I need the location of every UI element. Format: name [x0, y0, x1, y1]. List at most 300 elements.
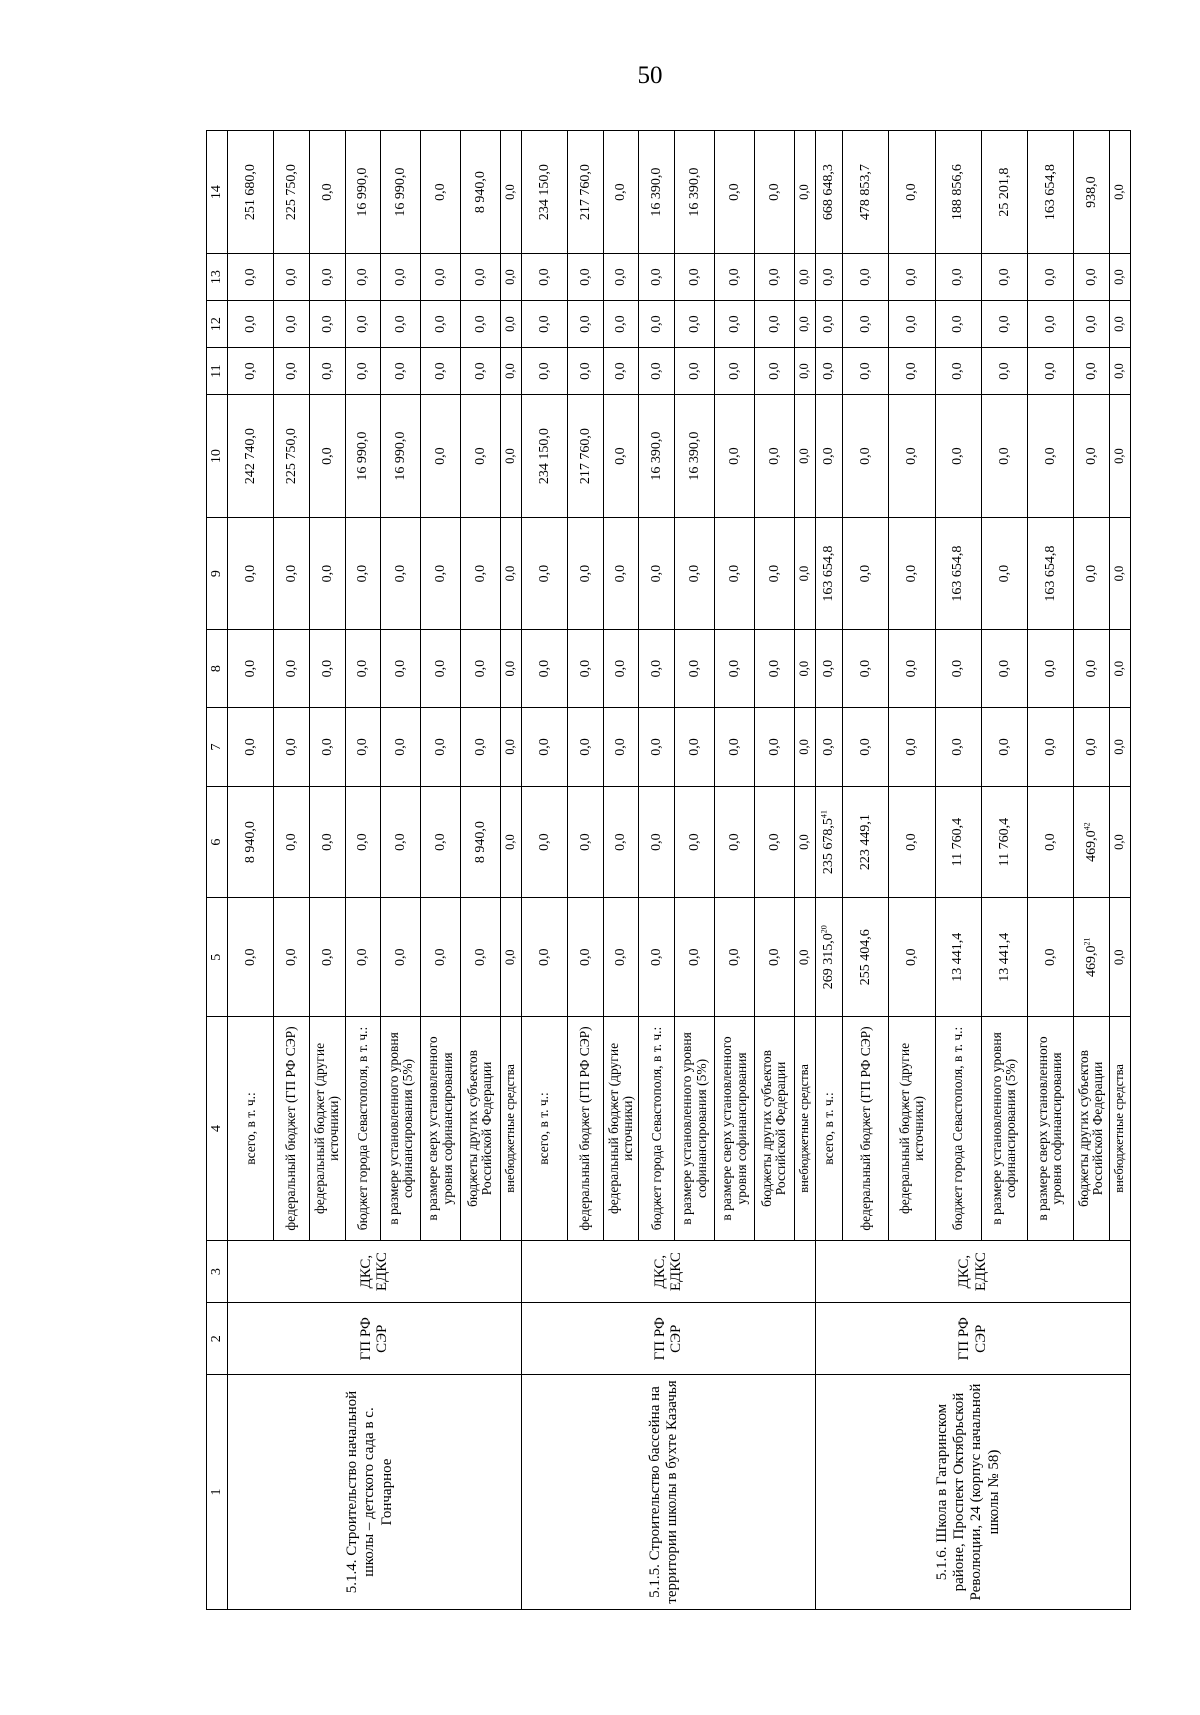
funding-source-label: федеральный бюджет (другие источники) [309, 1017, 345, 1241]
value-text: 0,0 [432, 183, 448, 201]
column-header-13: 13 [207, 254, 228, 301]
value-cell-col14 [889, 131, 935, 254]
value-cell-col12 [603, 301, 639, 348]
value-cell-col6 [500, 786, 521, 898]
value-text: 668 648,3 [821, 164, 837, 221]
value-text: 0,0 [472, 948, 488, 967]
value-text: 13 441,4 [950, 932, 966, 982]
value-text: 0,0 [432, 738, 448, 756]
value-cell-col10 [1027, 395, 1073, 518]
value-cell-col13 [935, 254, 981, 301]
value-cell-col8 [794, 630, 815, 708]
value-text: 0,0 [1112, 269, 1126, 285]
value-cell-col5 [754, 898, 794, 1017]
value-cell-col8 [981, 630, 1027, 708]
value-text: 478 853,7 [858, 164, 874, 221]
value-text: 217 760,0 [577, 428, 593, 485]
value-cell-col5 [274, 898, 310, 1017]
table-row [521, 131, 567, 1610]
value-text: 0,0 [996, 362, 1012, 380]
value-text: 0,0 [432, 948, 448, 967]
value-text: 0,0 [613, 447, 629, 465]
value-text: 0,0 [577, 268, 593, 286]
value-text: 163 654,8 [950, 545, 966, 602]
value-text: 0,0 [904, 659, 920, 678]
value-text: 0,0 [1083, 268, 1099, 286]
value-cell-col11 [603, 348, 639, 395]
value-text: 0,0 [726, 659, 742, 678]
value-cell-col14 [461, 131, 501, 254]
value-text: 0,0 [536, 948, 552, 967]
value-text: 0,0 [283, 659, 299, 678]
funding-source-label: в размере установленного уровня софинансирования (5%) [981, 1017, 1027, 1241]
funding-source-label: в размере установленного уровня софинансирования (5%) [381, 1017, 421, 1241]
value-cell-col5 [345, 898, 381, 1017]
funding-source-label: внебюджетные средства [794, 1017, 815, 1241]
value-text: 0,0 [950, 447, 966, 465]
value-text: 0,0 [503, 565, 518, 582]
value-text: 0,0 [242, 564, 258, 583]
value-cell-col10 [675, 395, 715, 518]
value-cell-col6 [794, 786, 815, 898]
funding-source-label: всего, в т. ч.: [815, 1017, 842, 1241]
value-text: 163 654,8 [1042, 545, 1058, 602]
value-text: 0,0 [613, 738, 629, 756]
header-row [207, 131, 228, 1610]
value-cell-col11 [228, 348, 274, 395]
value-cell-col6 [715, 786, 755, 898]
value-cell-col5 [521, 898, 567, 1017]
value-text: 0,0 [432, 315, 448, 333]
value-cell-col13 [889, 254, 935, 301]
column-header-8: 8 [207, 630, 228, 708]
value-cell-col9 [715, 518, 755, 630]
value-cell-col6 [309, 786, 345, 898]
value-cell-col8 [675, 630, 715, 708]
value-cell-col13 [500, 254, 521, 301]
value-text: 251 680,0 [242, 164, 258, 221]
value-cell-col12 [981, 301, 1027, 348]
value-text: 0,0 [613, 659, 629, 678]
value-text: 0,0 [355, 315, 371, 333]
value-text: 0,0 [319, 447, 335, 465]
value-cell-col8 [754, 630, 794, 708]
value-cell-col5 [675, 898, 715, 1017]
value-text: 0,0 [577, 738, 593, 756]
value-cell-col14 [345, 131, 381, 254]
value-text: 0,0 [319, 659, 335, 678]
value-text: 0,0 [686, 564, 702, 583]
value-text: 0,0 [536, 362, 552, 380]
column-header-2: 2 [207, 1303, 228, 1375]
value-text: 0,0 [904, 447, 920, 465]
value-cell-col13 [603, 254, 639, 301]
footnote-mark: 41 [819, 810, 829, 819]
value-text: 0,0 [536, 315, 552, 333]
value-text: 0,0 [393, 315, 408, 333]
value-text: 0,0 [503, 739, 518, 755]
value-cell-col8 [1027, 630, 1073, 708]
value-cell-col8 [461, 630, 501, 708]
value-text: 255 404,6 [858, 929, 874, 986]
value-cell-col10 [815, 395, 842, 518]
value-text: 0,0 [319, 738, 335, 756]
value-text: 0,0 [726, 183, 742, 201]
value-text: 0,0 [821, 738, 837, 756]
value-cell-col6 [521, 786, 567, 898]
funding-source-label: бюджеты других субъектов Российской Федерации [461, 1017, 501, 1241]
value-cell-col10 [754, 395, 794, 518]
value-cell-col7 [274, 708, 310, 786]
value-text: 0,0 [686, 833, 702, 851]
value-cell-col10 [309, 395, 345, 518]
value-text: 0,0 [1042, 447, 1058, 465]
value-text: 0,0 [796, 565, 811, 582]
value-cell-col10 [274, 395, 310, 518]
value-cell-col12 [843, 301, 889, 348]
value-cell-col13 [461, 254, 501, 301]
value-cell-col9 [521, 518, 567, 630]
funding-source-label: в размере сверх установленного уровня софинансирования [1027, 1017, 1073, 1241]
value-text: 0,0 [821, 268, 837, 286]
value-cell-col11 [754, 348, 794, 395]
executor-cell: ДКС, ЕДКС [815, 1240, 1130, 1303]
value-cell-col8 [1109, 630, 1130, 708]
value-cell-col12 [274, 301, 310, 348]
value-cell-col11 [815, 348, 842, 395]
value-text: 0,0 [686, 738, 702, 756]
value-cell-col6 [1074, 786, 1110, 898]
value-cell-col8 [274, 630, 310, 708]
value-text: 0,0 [1112, 739, 1126, 755]
value-cell-col9 [1027, 518, 1073, 630]
value-cell-col14 [981, 131, 1027, 254]
value-text: 0,0 [649, 268, 665, 286]
value-cell-col9 [889, 518, 935, 630]
value-cell-col5 [309, 898, 345, 1017]
value-cell-col6 [274, 786, 310, 898]
value-text: 469,0 [1083, 830, 1099, 862]
value-text: 0,0 [503, 448, 518, 464]
value-cell-col11 [843, 348, 889, 395]
value-cell-col5 [843, 898, 889, 1017]
value-cell-col11 [1027, 348, 1073, 395]
value-cell-col6 [935, 786, 981, 898]
funding-source-label: федеральный бюджет (ГП РФ СЭР) [274, 1017, 310, 1241]
funding-source-label: всего, в т. ч.: [521, 1017, 567, 1241]
value-text: 0,0 [577, 315, 593, 333]
value-text: 0,0 [796, 269, 811, 285]
value-text: 0,0 [613, 833, 629, 851]
funding-source-label: в размере сверх установленного уровня софинансирования [421, 1017, 461, 1241]
value-text: 0,0 [242, 738, 258, 756]
value-text: 269 315,0 [821, 933, 837, 990]
value-text: 0,0 [319, 564, 335, 583]
value-cell-col13 [981, 254, 1027, 301]
value-cell-col11 [381, 348, 421, 395]
value-text: 0,0 [1083, 738, 1099, 756]
value-text: 8 940,0 [472, 171, 488, 214]
budget-table [206, 130, 1131, 1610]
value-cell-col7 [754, 708, 794, 786]
value-text: 25 201,8 [996, 167, 1012, 217]
value-text: 0,0 [796, 316, 811, 332]
value-cell-col5 [715, 898, 755, 1017]
value-cell-col8 [935, 630, 981, 708]
value-text: 0,0 [355, 659, 371, 678]
value-cell-col7 [1109, 708, 1130, 786]
value-cell-col10 [345, 395, 381, 518]
value-cell-col10 [228, 395, 274, 518]
value-text: 0,0 [686, 362, 702, 380]
value-cell-col12 [568, 301, 604, 348]
value-cell-col7 [815, 708, 842, 786]
value-text: 0,0 [432, 362, 448, 380]
value-cell-col6 [603, 786, 639, 898]
value-text: 0,0 [472, 362, 488, 380]
value-cell-col5 [421, 898, 461, 1017]
value-cell-col10 [889, 395, 935, 518]
value-cell-col10 [461, 395, 501, 518]
value-cell-col7 [309, 708, 345, 786]
column-header-1: 1 [207, 1375, 228, 1610]
value-cell-col11 [715, 348, 755, 395]
value-cell-col9 [274, 518, 310, 630]
value-cell-col12 [228, 301, 274, 348]
value-cell-col14 [794, 131, 815, 254]
value-cell-col11 [309, 348, 345, 395]
value-text: 0,0 [766, 268, 782, 286]
value-text: 0,0 [766, 738, 782, 756]
value-cell-col9 [461, 518, 501, 630]
column-header-9: 9 [207, 518, 228, 630]
funding-source-label: внебюджетные средства [500, 1017, 521, 1241]
value-cell-col11 [889, 348, 935, 395]
value-text: 0,0 [355, 738, 371, 756]
value-text: 0,0 [472, 315, 488, 333]
value-text: 0,0 [1112, 565, 1126, 582]
value-cell-col13 [421, 254, 461, 301]
value-text: 0,0 [904, 833, 920, 851]
column-header-10: 10 [207, 395, 228, 518]
value-cell-col9 [345, 518, 381, 630]
value-text: 0,0 [996, 268, 1012, 286]
value-cell-col11 [521, 348, 567, 395]
value-text: 0,0 [283, 362, 299, 380]
value-text: 0,0 [242, 362, 258, 380]
value-text: 0,0 [503, 949, 518, 966]
value-text: 0,0 [1042, 833, 1058, 851]
value-text: 0,0 [726, 268, 742, 286]
value-text: 188 856,6 [950, 164, 966, 221]
value-text: 0,0 [613, 948, 629, 967]
value-text: 234 150,0 [536, 428, 552, 485]
value-text: 0,0 [355, 948, 371, 967]
value-cell-col8 [345, 630, 381, 708]
value-text: 0,0 [503, 363, 518, 379]
value-text: 0,0 [649, 948, 665, 967]
value-cell-col12 [675, 301, 715, 348]
value-cell-col14 [843, 131, 889, 254]
value-cell-col9 [309, 518, 345, 630]
value-text: 8 940,0 [472, 821, 488, 864]
value-cell-col12 [521, 301, 567, 348]
value-cell-col6 [815, 786, 842, 898]
value-cell-col10 [935, 395, 981, 518]
column-header-12: 12 [207, 301, 228, 348]
value-text: 0,0 [796, 739, 811, 755]
value-cell-col9 [935, 518, 981, 630]
value-text: 0,0 [1083, 315, 1099, 333]
value-text: 0,0 [996, 447, 1012, 465]
value-text: 0,0 [393, 738, 408, 756]
value-text: 0,0 [432, 833, 448, 851]
value-text: 0,0 [432, 659, 448, 678]
value-text: 0,0 [536, 833, 552, 851]
column-header-4: 4 [207, 1017, 228, 1241]
funding-source-label: бюджет города Севастополя, в т. ч.: [935, 1017, 981, 1241]
value-cell-col11 [568, 348, 604, 395]
value-text: 0,0 [1042, 659, 1058, 678]
value-text: 0,0 [858, 659, 874, 678]
value-cell-col6 [568, 786, 604, 898]
value-cell-col11 [345, 348, 381, 395]
value-text: 0,0 [393, 268, 408, 286]
value-text: 0,0 [858, 447, 874, 465]
value-cell-col8 [603, 630, 639, 708]
value-cell-col14 [1109, 131, 1130, 254]
value-text: 0,0 [393, 833, 408, 851]
value-text: 0,0 [1083, 564, 1099, 583]
value-cell-col5 [889, 898, 935, 1017]
value-text: 0,0 [1112, 660, 1126, 677]
value-cell-col14 [309, 131, 345, 254]
value-text: 0,0 [1112, 316, 1126, 332]
value-cell-col8 [889, 630, 935, 708]
funding-source-label: внебюджетные средства [1109, 1017, 1130, 1241]
value-cell-col10 [521, 395, 567, 518]
value-text: 0,0 [319, 315, 335, 333]
funding-source-label: бюджет города Севастополя, в т. ч.: [639, 1017, 675, 1241]
value-text: 0,0 [766, 833, 782, 851]
value-cell-col13 [1109, 254, 1130, 301]
value-cell-col13 [794, 254, 815, 301]
value-text: 0,0 [319, 362, 335, 380]
value-text: 0,0 [432, 268, 448, 286]
value-text: 0,0 [796, 363, 811, 379]
funding-source-label: бюджет города Севастополя, в т. ч.: [345, 1017, 381, 1241]
value-text: 0,0 [766, 447, 782, 465]
value-text: 0,0 [821, 659, 837, 678]
value-cell-col5 [228, 898, 274, 1017]
value-text: 0,0 [858, 564, 874, 583]
value-cell-col11 [981, 348, 1027, 395]
value-text: 0,0 [613, 183, 629, 201]
value-text: 0,0 [766, 362, 782, 380]
value-cell-col10 [568, 395, 604, 518]
value-cell-col10 [981, 395, 1027, 518]
column-header-7: 7 [207, 708, 228, 786]
value-cell-col13 [754, 254, 794, 301]
value-cell-col8 [568, 630, 604, 708]
value-text: 8 940,0 [242, 821, 258, 864]
value-text: 0,0 [726, 362, 742, 380]
value-cell-col14 [521, 131, 567, 254]
value-text: 16 390,0 [649, 167, 665, 217]
value-text: 0,0 [686, 268, 702, 286]
value-cell-col13 [381, 254, 421, 301]
value-cell-col9 [843, 518, 889, 630]
value-cell-col13 [228, 254, 274, 301]
value-cell-col7 [1027, 708, 1073, 786]
value-text: 0,0 [503, 660, 518, 677]
value-cell-col5 [815, 898, 842, 1017]
value-text: 0,0 [649, 362, 665, 380]
value-cell-col12 [381, 301, 421, 348]
value-text: 0,0 [904, 315, 920, 333]
value-text: 0,0 [686, 659, 702, 678]
value-text: 0,0 [432, 447, 448, 465]
table-body [207, 131, 1131, 1610]
value-text: 0,0 [950, 738, 966, 756]
value-cell-col13 [521, 254, 567, 301]
value-text: 0,0 [577, 564, 593, 583]
value-text: 0,0 [1042, 268, 1058, 286]
value-cell-col12 [1109, 301, 1130, 348]
value-text: 469,0 [1083, 945, 1099, 978]
program-cell: ГП РФ СЭР [815, 1303, 1130, 1375]
value-cell-col12 [935, 301, 981, 348]
value-text: 0,0 [1112, 363, 1126, 379]
value-text: 0,0 [904, 948, 920, 967]
value-text: 0,0 [577, 362, 593, 380]
value-cell-col10 [1109, 395, 1130, 518]
value-cell-col7 [228, 708, 274, 786]
value-text: 0,0 [393, 659, 408, 678]
value-cell-col5 [461, 898, 501, 1017]
value-text: 0,0 [950, 268, 966, 286]
value-text: 0,0 [796, 949, 811, 966]
value-cell-col6 [345, 786, 381, 898]
value-text: 0,0 [1083, 659, 1099, 678]
value-cell-col14 [1074, 131, 1110, 254]
value-text: 938,0 [1083, 176, 1099, 208]
value-text: 0,0 [536, 659, 552, 678]
value-cell-col13 [675, 254, 715, 301]
value-text: 0,0 [649, 659, 665, 678]
value-text: 0,0 [950, 362, 966, 380]
value-cell-col6 [889, 786, 935, 898]
value-cell-col10 [639, 395, 675, 518]
funding-source-label: федеральный бюджет (другие источники) [603, 1017, 639, 1241]
value-text: 0,0 [766, 315, 782, 333]
value-cell-col7 [1074, 708, 1110, 786]
value-cell-col12 [815, 301, 842, 348]
funding-source-label: федеральный бюджет (ГП РФ СЭР) [843, 1017, 889, 1241]
value-text: 0,0 [319, 833, 335, 851]
value-cell-col7 [843, 708, 889, 786]
value-text: 0,0 [996, 738, 1012, 756]
value-cell-col6 [843, 786, 889, 898]
value-text: 0,0 [796, 184, 811, 200]
value-text: 0,0 [472, 268, 488, 286]
value-text: 16 990,0 [393, 167, 408, 217]
value-cell-col5 [981, 898, 1027, 1017]
value-text: 0,0 [472, 659, 488, 678]
value-text: 0,0 [577, 659, 593, 678]
value-text: 0,0 [950, 315, 966, 333]
value-text: 11 760,4 [950, 817, 966, 867]
